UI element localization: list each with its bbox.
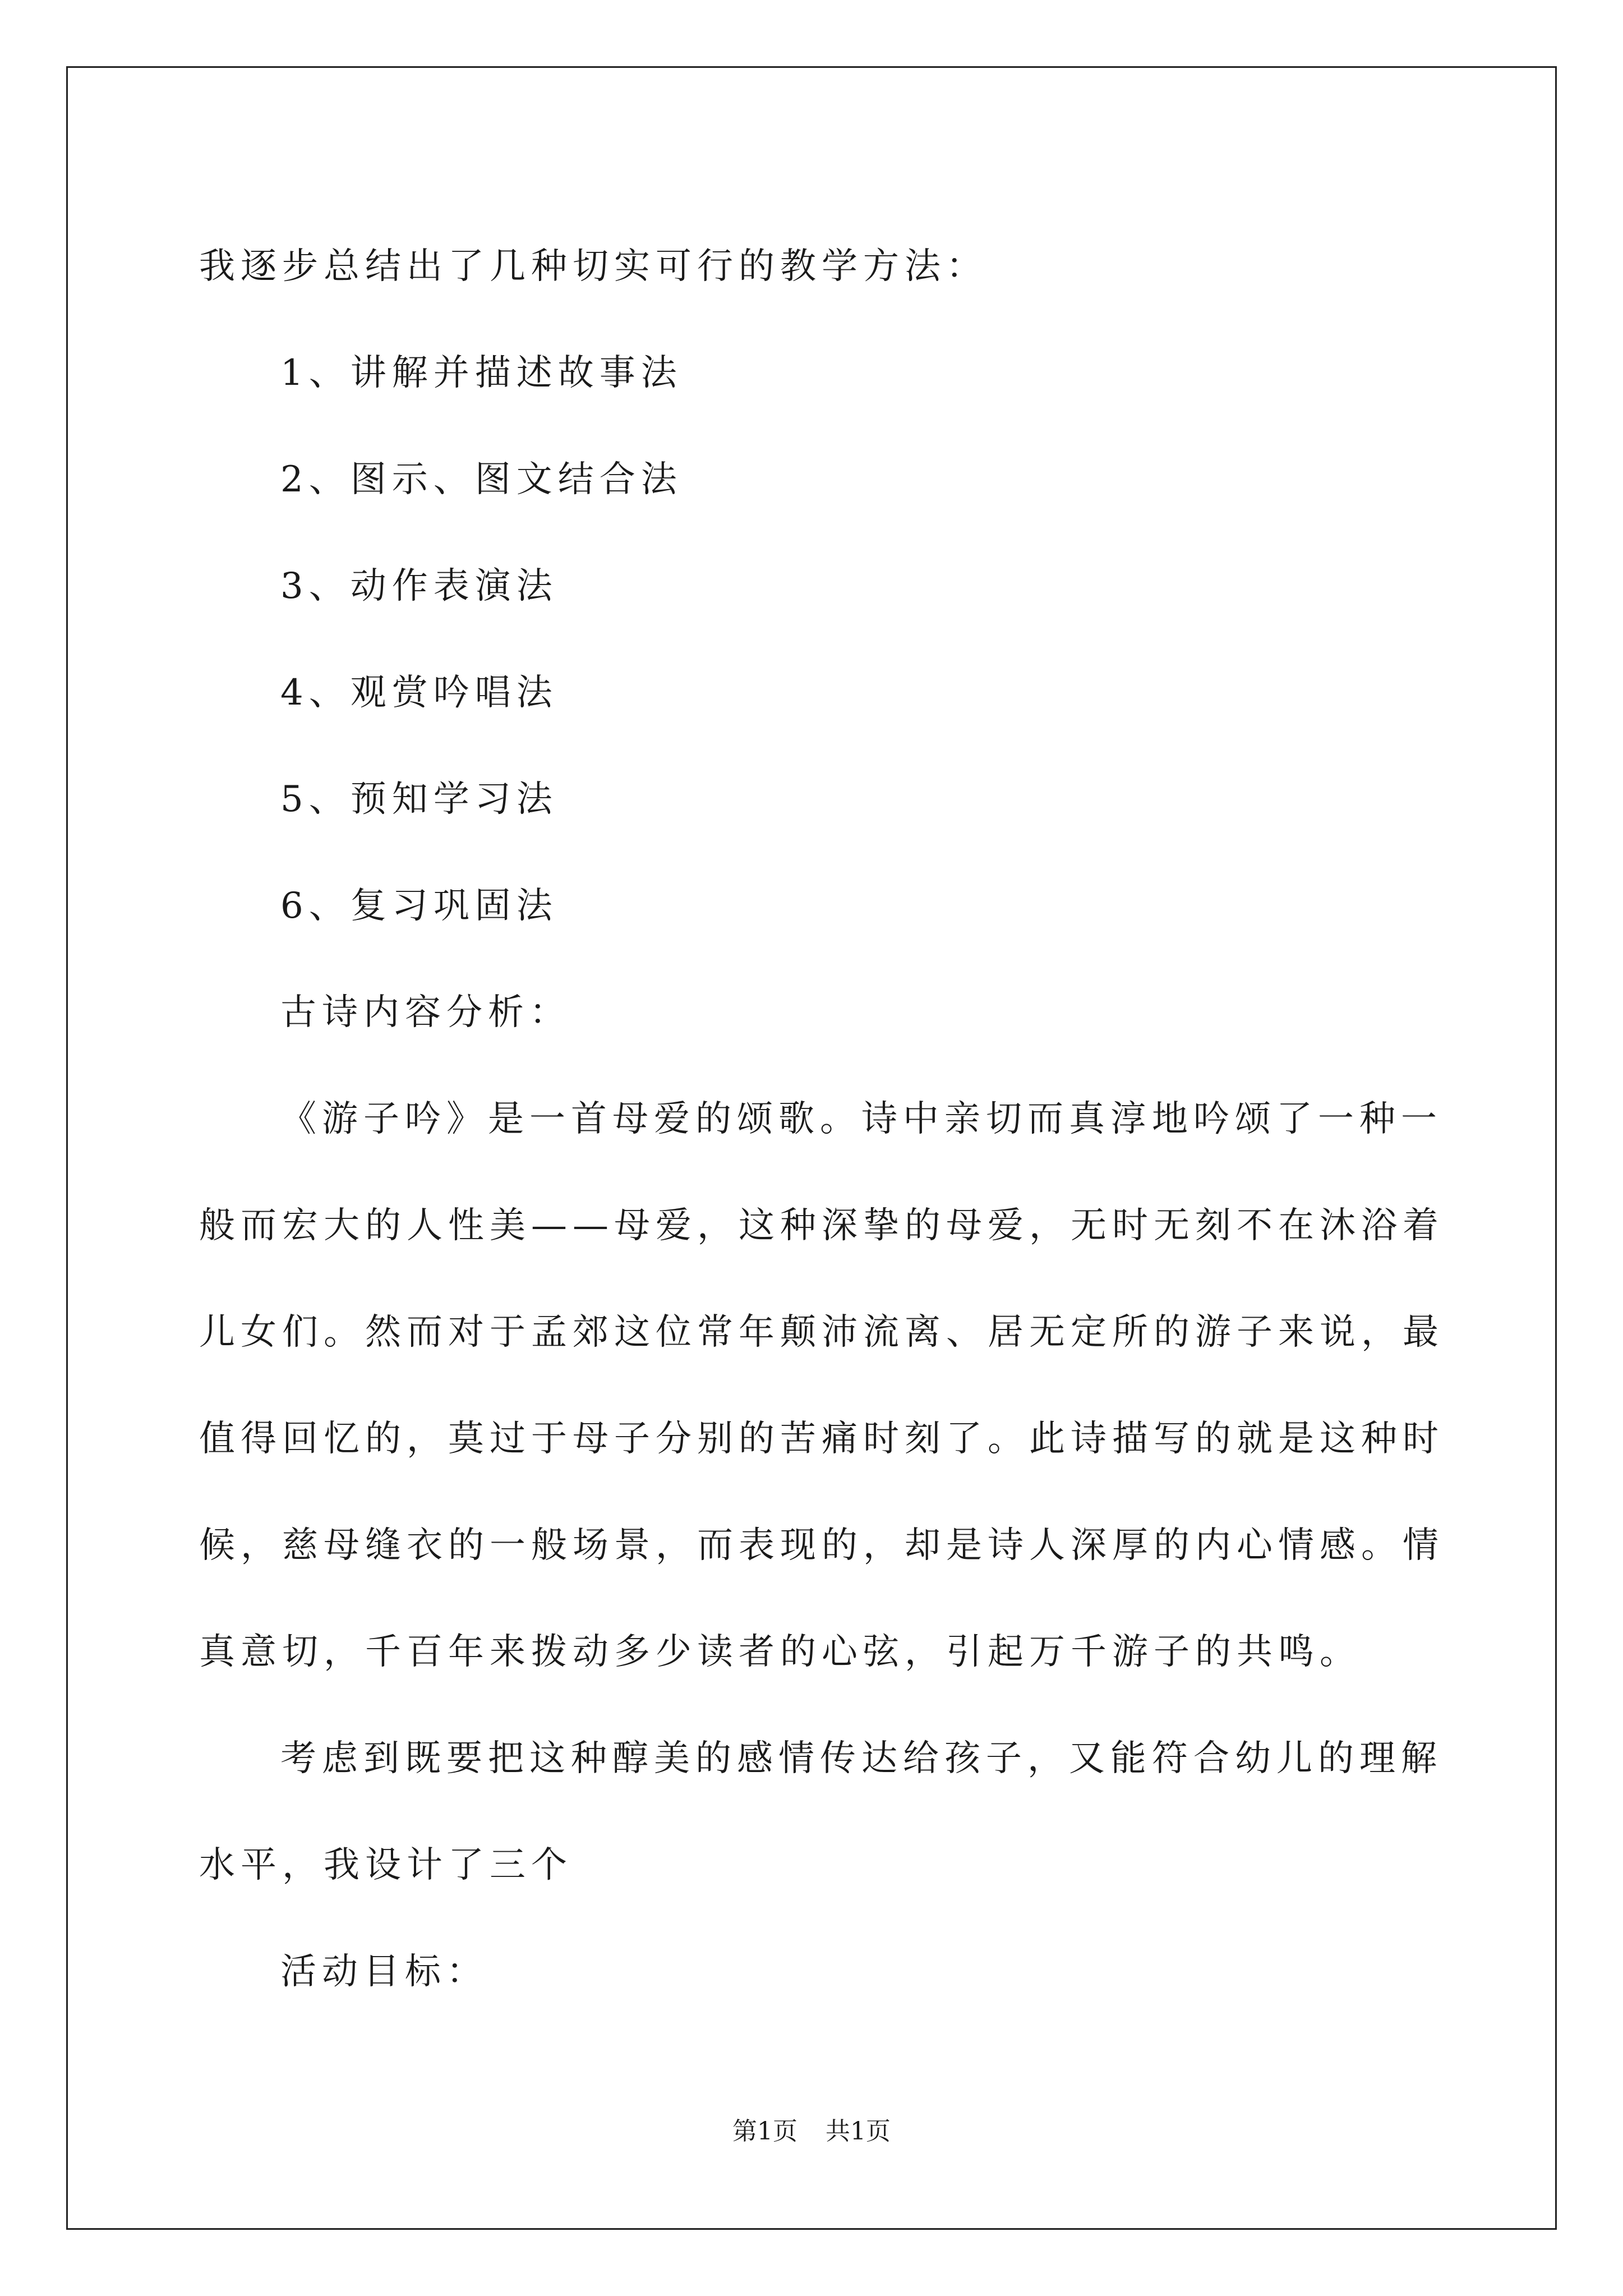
paragraph-line: 候，慈母缝衣的一般场景，而表现的，却是诗人深厚的内心情感。情: [199, 1525, 1444, 1566]
list-item-method-1: 1、讲解并描述故事法: [280, 352, 683, 394]
paragraph-line: 《游子吟》是一首母爱的颂歌。诗中亲切而真淳地吟颂了一种一: [280, 1098, 1442, 1140]
paragraph-line: 真意切，千百年来拨动多少读者的心弦，引起万千游子的共鸣。: [199, 1631, 1361, 1673]
section-heading-goals: 活动目标：: [280, 1951, 488, 1993]
paragraph-line: 儿女们。然而对于孟郊这位常年颠沛流离、居无定所的游子来说，最: [199, 1312, 1444, 1353]
paragraph-line: 水平，我设计了三个: [199, 1844, 573, 1886]
page-footer: [0, 2115, 1623, 2148]
paragraph-line: 般而宏大的人性美——母爱，这种深挚的母爱，无时无刻不在沐浴着: [199, 1205, 1444, 1246]
document-body: [199, 213, 1444, 2025]
list-item-method-3: 3、动作表演法: [280, 565, 558, 607]
paragraph-line: 考虑到既要把这种醇美的感情传达给孩子，又能符合幼儿的理解: [280, 1738, 1442, 1779]
list-item-method-6: 6、复习巩固法: [280, 885, 558, 927]
text-line: 我逐步总结出了几种切实可行的教学方法：: [199, 246, 988, 287]
page-number: 第1页: [732, 2117, 797, 2146]
page-total: 共1页: [826, 2117, 891, 2146]
paragraph-line: 值得回忆的，莫过于母子分别的苦痛时刻了。此诗描写的就是这种时: [199, 1418, 1444, 1460]
list-item-method-5: 5、预知学习法: [280, 779, 558, 820]
list-item-method-4: 4、观赏吟唱法: [280, 672, 558, 714]
list-item-method-2: 2、图示、图文结合法: [280, 459, 683, 500]
section-heading-analysis: 古诗内容分析：: [280, 992, 571, 1033]
